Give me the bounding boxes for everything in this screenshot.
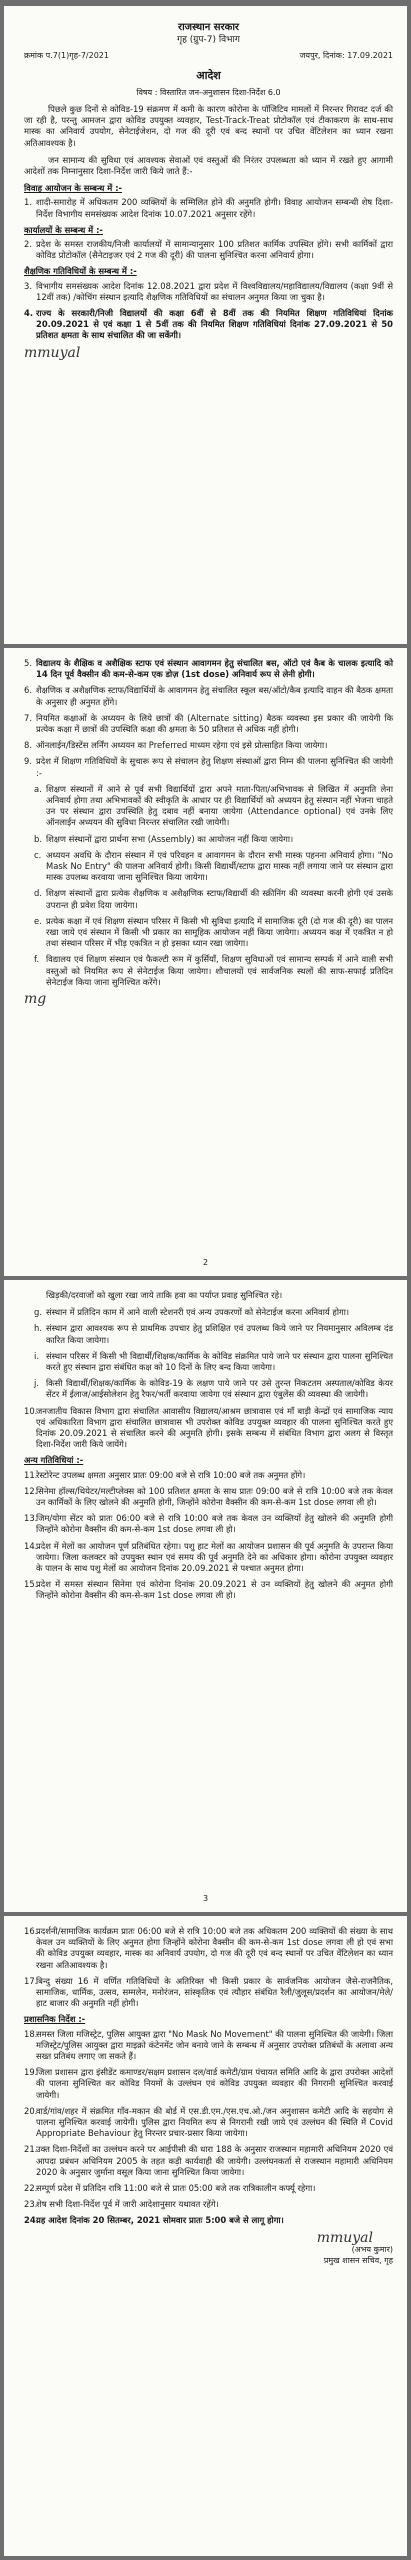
section-heading-education: शैक्षणिक गतिविधियों के सम्बन्ध में :- xyxy=(24,266,137,277)
signature-block xyxy=(24,2229,393,2266)
document-page-2 xyxy=(4,648,407,1276)
list-item: 1. शादी-समारोह में अधिकतम 200 व्यक्तियों के सम्मिलित होने की अनुमति होगी। विवाह आयोजन सम्बन्धी शेष दिशा-निर्देश विभागीय समसंख्यक आदेश दिनांक 10.07.2021 अनुसार रहेंगे। xyxy=(24,197,393,219)
sub-item: a. शिक्षण संस्थानों में आने से पूर्व सभी विद्यार्थियों द्वारा अपने माता-पिता/अभिभावक से लिखित में अनुमति लेना अनिवार्य होगा तथा अभिभावकों की स्वीकृति के आधार पर ही विद्यार्थियों को अध्ययन हेतु संस्थान नहीं भेजना चाहते उन पर संस्थान द्वारा उपस्थिति हेतु दबाव नहीं बनाया जायेगा (Attendance optional) एवं उनके लिए ऑनलाईन अध्ययन की सुविधा निरन्तर संचालित रखी जायेगी। xyxy=(34,783,393,828)
list-item: 22. सम्पूर्ण प्रदेश में प्रतिदिन रात्रि 11:00 बजे से प्रातः 05:00 बजे तक रात्रिकालीन कर्फ्यू रहेगा। xyxy=(24,2183,316,2194)
section-heading-office: कार्यालयों के सम्बन्ध में :- xyxy=(24,224,103,235)
document-page-1 xyxy=(4,6,407,644)
list-item: 2. प्रदेश के समस्त राजकीय/निजी कार्यालयों में सामान्यानुसार 100 प्रतिशत कार्मिक उपस्थित होंगे। सभी कार्मिकों द्वारा कोविड प्रोटोकॉल (सैनेटाइजर एवं 2 गज की दूरी) की पालना सुनिश्चित करना अनिवार्य होगा। xyxy=(24,239,393,261)
order-title: आदेश xyxy=(196,68,221,82)
list-item: 23. शेष सभी दिशा-निर्देश पूर्व में जारी आदेशानुसार यथावत रहेंगे। xyxy=(24,2199,219,2210)
list-item: 24. यह आदेश दिनांक 20 सितम्बर, 2021 सोमवार प्रातः 5:00 बजे से लागू होगा। xyxy=(24,2215,284,2226)
page-number: 3 xyxy=(202,1893,209,1903)
list-item: 9. प्रदेश में शिक्षण गतिविधियों के सुचारू रूप से संचालन हेतु शिक्षण संस्थाओं द्वारा निम्न की पालना सुनिश्चित की जायेगी :- xyxy=(24,756,393,778)
list-item: 21. उक्त दिशा-निर्देशों का उल्लंघन करने पर आईपीसी की धारा 188 के अनुसार राजस्थान महामारी अधिनियम 2020 एवं आपदा प्रबंधन अधिनियम 2005 के तहत कड़ी कार्यवाही की जायेगी। उल्लंघनकर्ता से राजस्थान महामारी अधिनियम 2020 के अनुसार जुर्माना वसूल किया जाना सुनिश्चित किया जायेगा। xyxy=(24,2144,393,2177)
list-item: 19. जिला प्रशासन द्वारा इंसीडेंट कमाण्डर/सक्षम प्रशासन दल/वार्ड कमेटी/ग्राम पंचायत समिति आदि के द्वारा उपरोक्त आदेशों की पालना सुनिश्चित कर कोविड नियमों के उल्लंघन एवं कोविड उपयुक्त व्यवहार की निगरानी सुनिश्चित करवाई जायेगी। xyxy=(24,2067,393,2100)
list-item: 20. वार्ड/गांव/शहर में संक्रमित गाँव-मकान की बोर्ड में एस.डी.एम./एस.एच.ओ./जन अनुशासन कमेटी आदि के सहयोग से पालना सुनिश्चित करवाई जायेगी। पुलिस द्वारा नियमित रूप से निगरानी रखी जाये एवं उल्लंघन की स्थिति में Covid Appropriate Behaviour हेतु निरन्तर प्रचार-प्रसार किया जायेगा। xyxy=(24,2105,393,2139)
list-item: 17. बिन्दु संख्या 16 में वर्णित गतिविधियों के अतिरिक्त भी किसी प्रकार के सार्वजनिक आयोजन जैसे-राजनैतिक, सामाजिक, धार्मिक, उत्सव, सम्मलेन, मनोरंजन, सांस्कृतिक एवं त्यौहार संबंधित रैली/जुलूस/प्रदर्शन का आयोजन/मेले/हाट बाजार की अनुमति नहीं होगी। xyxy=(24,1975,393,2009)
continued-text: खिड़की/दरवाजों को खुला रखा जाये ताकि हवा का पर्याप्त प्रवाह सुनिश्चित रहे। xyxy=(46,1290,283,1300)
list-item: 15. प्रदेश में समस्त संस्थान सिनेमा एवं कोरोना दिनांक 20.09.2021 से उन व्यक्तियों हेतु खोलने की अनुमत होगी जिन्होंने कोरोना वैक्सीन की कम-से-कम 1st dose लगवा ली हो। xyxy=(24,1579,393,1601)
section-heading-admin: प्रशासनिक निर्देश :- xyxy=(24,2014,86,2025)
sub-item: j. किसी विद्यार्थी/शिक्षक/कार्मिक के कोविड-19 के लक्षण पाये जाने पर उसे तुरन्त निकटतम अस्पताल/कोविड केयर सेंटर में ईलाज/आईसोलेशन हेतु रैफर/भर्ती करवाया जायेगा एवं संस्थान द्वारा एंबुलेंस की व्यवस्था की जायेगी। xyxy=(34,1378,393,1400)
sub-item: b. शिक्षण संस्थानों द्वारा प्रार्थना सभा (Assembly) का आयोजन नहीं किया जायेगा। xyxy=(34,833,294,844)
list-item: 4. राज्य के सरकारी/निजी विद्यालयों की कक्षा 6वीं से 8वीं तक की नियमित शिक्षण गतिविधियां दिनांक 20.09.2021 से एवं कक्षा 1 से 5वीं तक की नियमित शिक्षण गतिविधियां दिनांक 27.09.2021 से 50 प्रतिशत क्षमता के साथ संचालित की जा सकेंगी। xyxy=(24,308,393,341)
sub-item: c. अध्ययन अवधि के दौरान संस्थान में एवं परिवहन व आवागमन के दौरान सभी मास्क पहनना अनिवार्य होगा। "No Mask No Entry" की पालना अनिवार्य होगी। किसी विद्यार्थी/स्टाफ द्वारा मास्क नहीं लगाया जाने पर संस्थान द्वारा मास्क उपलब्ध करवाया जाना सुनिश्चित किया जायेगा। xyxy=(34,849,393,883)
signatory-name: (अभय कुमार) xyxy=(351,2244,393,2254)
sub-item: g. संस्थान में प्रतिदिन काम में आने वाली स्टेशनरी एवं अन्य उपकरणों को सेनेटाईज करना अनिवार्य होगा। xyxy=(34,1307,350,1318)
list-item: 11. रेस्टोरेन्ट उपलब्ध क्षमता अनुसार प्रातः 09:00 बजे से रात्रि 10:00 बजे तक अनुमत होंगे। xyxy=(24,1469,306,1480)
list-item: 14. प्रदेश में मेलों का आयोजन पूर्ण प्रतिबंधित रहेगा। पशु हाट मेलों का आयोजन प्रशासन की पूर्व अनुमति के उपरान्त किया जायेगा। जिला कलक्टर को उपयुक्त स्थान एवं समय की पूर्व अनुमति देने का अधिकार होगा। कोरोना उपयुक्त व्यवहार के पालन के साथ पशु मेलों का आयोजन दिनांक 20.09.2021 से पश्चात अनुमत होगा। xyxy=(24,1540,393,1574)
order-subject: विषय : विस्तारित जन-अनुशासन दिशा-निर्देश 6.0 xyxy=(136,87,281,97)
signature: mg xyxy=(24,991,47,1008)
reference-row xyxy=(24,50,393,61)
list-item: 18. समस्त जिला मजिस्ट्रेट, पुलिस आयुक्त द्वारा "No Mask No Movement" की पालना सुनिश्चित की जायेगी। जिला मजिस्ट्रेट/पुलिस आयुक्त द्वारा माइक्रो कंटेनमेंट जोन बनाये जाने के सम्बन्ध में अनुसार उपरोक्त प्रतिबंधों के अलावा अन्य सख्त प्रतिबंध लगाए जा सकते हैं। xyxy=(24,2028,394,2062)
list-item: 13. जिम/योगा सेंटर को प्रातः 06:00 बजे से रात्रि 10:00 बजे तक केवल उन व्यक्तियों हेतु खोलने की अनुमति होगी जिन्होंने कोरोना वैक्सीन की कम-से-कम 1st dose लगवा ली हो। xyxy=(24,1513,393,1535)
sub-item: h. संस्थान द्वारा आवश्यक रूप से प्राथमिक उपचार हेतु प्रशिक्षित एवं उपलब्ध किये जाने पर नियमानुसार अविलम्ब दंड कारित किया जायेगा। xyxy=(34,1323,393,1345)
order-date: जयपुर, दिनांक: 17.09.2021 xyxy=(299,51,393,61)
dept-title: गृह (ग्रुप-7) विभाग xyxy=(177,35,240,46)
sub-item: d. शिक्षण संस्थानों द्वारा प्रत्येक शैक्षणिक व अशैक्षणिक स्टाफ/विद्यार्थी की स्क्रीनिंग की व्यवस्था करनी होगी एवं उसके उपरान्त ही प्रवेश दिया जायेगा। xyxy=(34,888,393,910)
intro-paragraph-2: जन सामान्य की सुविधा एवं आवश्यक सेवाओं एवं वस्तुओं की निरंतर उपलब्धता को ध्यान में रखते हुए आगामी आदेशों तक निम्नानुसार दिशा-निर्देश जारी किये जाते हैं:- xyxy=(24,154,393,177)
list-item: 7. नियमित कक्षाओं के अध्ययन के लिये छात्रों की (Alternate sitting) बैठक व्यवस्था इस प्रकार की जायेगी कि प्रत्येक कक्षा में छात्रों की उपस्थिति कक्षा की क्षमता के 50 प्रतिशत से अधिक नहीं होगी। xyxy=(24,712,393,735)
document-page-3 xyxy=(4,1280,407,1912)
document-page-4 xyxy=(4,1916,407,2556)
ref-number: क्रमांक प.7(1)गृह-7/2021 xyxy=(24,51,109,61)
list-item: 16. प्रदर्शनी/सामाजिक कार्यक्रम प्रातः 06:00 बजे से रात्रि 10:00 बजे तक अधिकतम 200 व्यक्तियों की संख्या के साथ केवल उन व्यक्तियों के लिए अनुमत होगा जिन्होंने कोरोना वैक्सीन की कम-से-कम 1st dose लगवा ली हो एवं सभा की कोविड उपयुक्त व्यवहार, मास्क का अनिवार्य उपयोग, दो गज की दूरी एवं बन्द स्थानों पर उचित वेंटिलेशन का ध्यान रखना अतिआवश्यक है। xyxy=(24,1926,393,1970)
section-heading-marriage: विवाह आयोजन के सम्बन्ध में :- xyxy=(24,183,123,194)
list-item: 5. विद्यालय के शैक्षिक व अशैक्षिक स्टाफ एवं संस्थान आवागमन हेतु संचालित बस, ऑटो एवं कैब के चालक इत्यादि को 14 दिन पूर्व वैक्सीन की कम-से-कम एक डोज़ (1st dose) अनिवार्य रूप से लेनी होगी। xyxy=(24,658,393,680)
govt-title: राजस्थान सरकार xyxy=(177,22,239,33)
list-item: 3. विभागीय समसंख्यक आदेश दिनांक 12.08.2021 द्वारा प्रदेश में विश्वविद्यालय/महाविद्यालय/विद्यालय (कक्षा 9वीं से 12वीं तक) /कोचिंग संस्थान इत्यादि शैक्षणिक गतिविधियों का संचालन अनुमत किया जा चुका है। xyxy=(24,280,393,302)
sub-item: e. प्रत्येक कक्षा में एवं शिक्षण संस्थान परिसर में किसी भी सुविधा इत्यादि में सामाजिक दूरी (दो गज की दूरी) का पालन रखा जाये एवं संस्थान में किसी भी प्रकार का सामूहिक आयोजन नहीं किया जायेगा। अध्ययन कक्ष में एकत्रित न हो तथा संस्थान परिसर में भीड़ एकत्रित न हो इसका ध्यान रखा जायेगा। xyxy=(34,915,393,949)
list-item: 12. सिनेमा हॉल्स/थियेटर/मल्टीप्लेक्स को 100 प्रतिशत क्षमता के साथ प्रातः 09:00 बजे से रात्रि 10:00 बजे तक केवल उन कार्मिकों के लिए खोलने की अनुमति होगी, जिन्होंने कोरोना वैक्सीन की कम-से-कम 1st dose लगवा ली हो। xyxy=(24,1485,393,1508)
section-heading-other: अन्य गतिविधियां :- xyxy=(24,1455,84,1466)
intro-paragraph-1: पिछले कुछ दिनों से कोविड-19 संक्रमण में कमी के कारण कोरोना के पॉजिटिव मामलों में निरन्तर गिरावट दर्ज की जा रही है, परन्तु आमजन द्वारा कोविड उपयुक्त व्यवहार, Test-Track-Treat प्रोटोकॉल एवं टीकाकरण के साथ-साथ मास्क का अनिवार्य उपयोग, सेनेटाईजेशन, दो गज की दूरी एवं बन्द स्थानों पर उचित वेंटिलेशन का ध्यान रखना अतिआवश्यक है। xyxy=(24,104,393,148)
signature: mmuyal xyxy=(316,2229,373,2246)
sub-item: i. संस्थान परिसर में किसी भी विद्यार्थी/शिक्षक/कार्मिक के कोविड संक्रमित पाये जाने पर संस्थान द्वारा पालना सुनिश्चित करते हुए संस्थान द्वारा संबंधित कक्ष को 10 दिनों के लिए बन्द किया जायेगा। xyxy=(34,1350,393,1373)
list-item: 8. ऑनलाईन/डिस्टेंस लर्निंग अध्ययन का Preferred माध्यम रहेगा एवं इसे प्रोत्साहित किया जायेगा। xyxy=(24,740,328,751)
sub-item: f. विद्यालय एवं शिक्षण संस्थान एवं फैकल्टी रूम में कुर्सियाँ, शिक्षण सुविधाओं एवं सामान्य सम्पर्क में आने वाली सभी वस्तुओं को नियमित रूप से सेनेटाईज किया जायेगा। शौचालयों एवं सार्वजनिक स्थलों की साफ-सफाई प्रतिदिन सेनेटाईज किया जाना सुनिश्चित करेंगे। xyxy=(34,954,393,987)
signatory-designation: प्रमुख शासन सचिव, गृह xyxy=(323,2255,393,2265)
list-item: 6. शैक्षणिक व अशैक्षणिक स्टाफ/विद्यार्थियों के आवागमन हेतु संचालित स्कूल बस/ऑटो/कैब इत्यादि वाहन की बैठक क्षमता के अनुसार ही अनुमत होंगे। xyxy=(24,685,393,707)
list-item: 10. जनजातीय विकास विभाग द्वारा संचालित आवासीय विद्यालय/आश्रम छात्रावास एवं माँ बाड़ी केन्द्रों एवं सामाजिक न्याय एवं अधिकारिता विभाग द्वारा संचालित छात्रावास भी उपरोक्त कोविड उपयुक्त व्यवहार की पालना सुनिश्चित करते हुए दिनांक 20.09.2021 से संचालित करने की अनुमति होगी। इसके सम्बन्ध में संबंधित विभाग द्वारा अलग से विस्तृत दिशा-निर्देश जारी किये जायेंगे। xyxy=(24,1405,393,1450)
page-number: 2 xyxy=(202,1257,209,1267)
signature: mmuyal xyxy=(24,344,81,361)
